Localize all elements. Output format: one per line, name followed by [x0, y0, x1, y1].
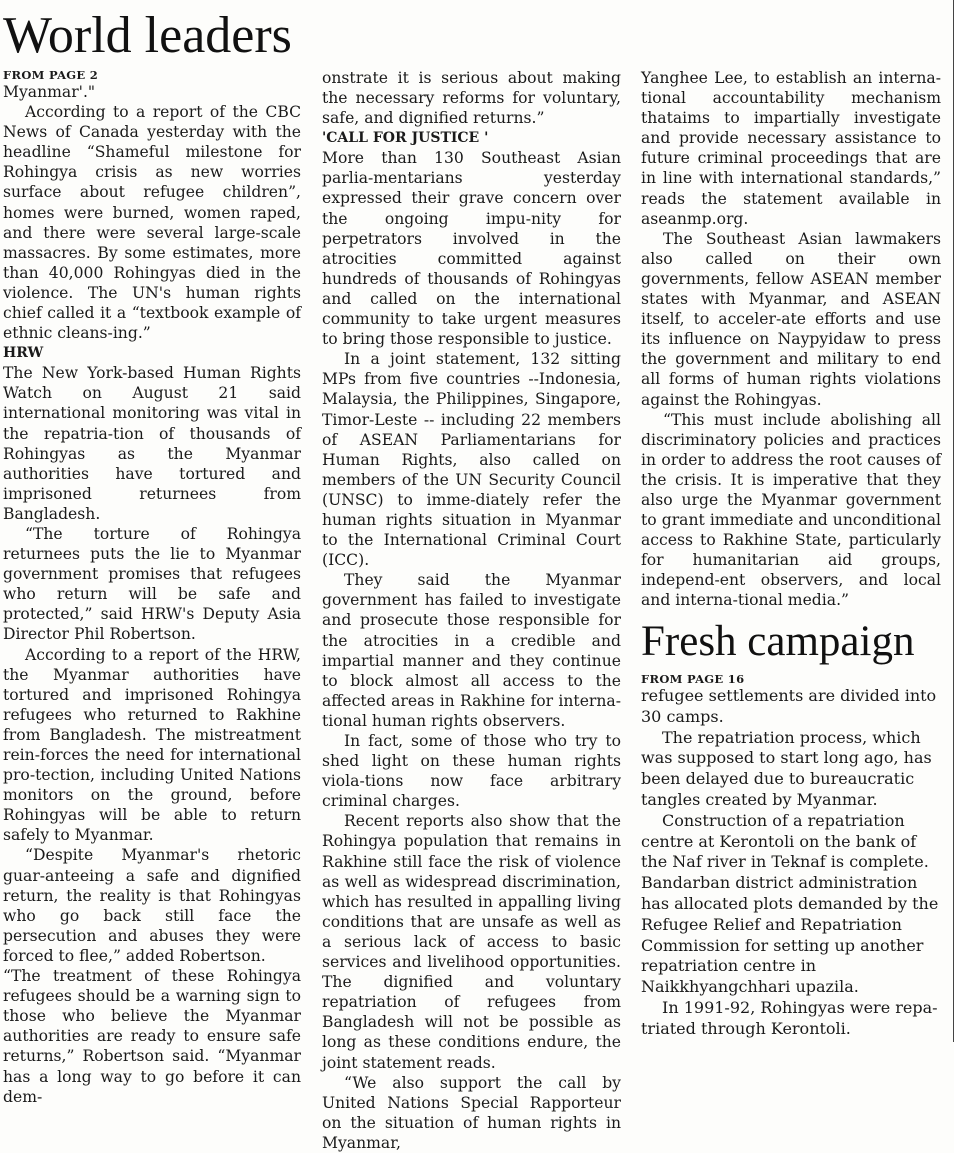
article2-column	[641, 672, 941, 1040]
paragraph: According to a report of the CBC News of Canada yesterday with the headline “Shameful milestone for Rohingya crisis as new worries surface about refugee children”, homes were burned, women raped, and there were several large-scale massacres. By some estimates, more than 40,000 Rohingyas died in the violence. The UN's human rights chief called it a “textbook example of ethnic cleans-ing.”	[3, 103, 301, 343]
paragraph: According to a report of the HRW, the Myanmar authorities have tortured and imprisoned Rohingya refugees who returned to Rakhine from Bangladesh. The mistreatment rein-forces the need for international pro-tection, including United Nations monitors on the ground, before Rohingyas will be able to return safely to Myanmar.	[3, 645, 301, 845]
from-page-label: FROM PAGE 16	[641, 672, 745, 686]
paragraph: Construction of a repatriation centre at Kerontoli on the bank of the Naf river in Teknaf is complete.	[641, 810, 929, 872]
from-page-label: FROM PAGE 2	[3, 68, 99, 82]
paragraph: Myanmar'."	[3, 83, 96, 101]
paragraph: onstrate it is serious about making the necessary reforms for voluntary, safe, and dignified returns.”	[322, 69, 621, 128]
paragraph: “The torture of Rohingya returnees puts the lie to Myanmar government promises that refugees who return will be safe and protected,” said HRW's Deputy Asia Director Phil Robertson.	[3, 524, 301, 644]
paragraph: More than 130 Southeast Asian parlia-mentarians yesterday expressed their grave concern over the ongoing impu-nity for perpetrators involved in the atrocities committed against hundreds of thousands of Rohingyas and called on the international community to take urgent measures to bring those responsible to justice.	[322, 149, 621, 349]
subhead-call-for-justice: 'CALL FOR JUSTICE '	[322, 130, 489, 147]
headline-world-leaders: World leaders	[3, 7, 292, 64]
paragraph: The New York-based Human Rights Watch on August 21 said international monitoring was vital in the repatria-tion of thousands of Rohingyas as the Myanmar authorities have tortured and imprisoned returnees from Bangladesh.	[3, 364, 301, 523]
paragraph: refugee settlements are divided into 30 camps.	[641, 686, 937, 726]
paragraph: They said the Myanmar government has failed to investigate and prosecute those responsible for the atrocities in a credible and impartial manner and they continue to block almost all access to the affected areas in Rakhine for interna-tional human rights observers.	[322, 571, 621, 730]
headline-fresh-campaign: Fresh campaign	[641, 618, 915, 665]
subhead-hrw: HRW	[3, 345, 44, 362]
paragraph: The Southeast Asian lawmakers also called on their own governments, fellow ASEAN member states with Myanmar, and ASEAN itself, to acceler-ate efforts and use its influence on Naypyidaw to press the government and military to end all forms of human rights violations against the Rohingyas.	[641, 229, 941, 409]
paragraph: In 1991-92, Rohingyas were repa-triated through Kerontoli.	[641, 997, 938, 1038]
paragraph: “We also support the call by United Nations Special Rapporteur on the situation of human rights in Myanmar,	[322, 1073, 621, 1152]
paragraph: “This must include abolishing all discriminatory policies and practices in order to address the root causes of the crisis. It is imperative that they also urge the Myanmar government to grant immediate and unconditional access to Rakhine State, particularly for humanitarian aid groups, independ-ent observers, and local and interna-tional media.”	[641, 410, 941, 610]
paragraph: Yanghee Lee, to establish an interna-tional accountability mechanism thataims to impartially investigate and provide necessary assistance to future criminal proceedings that are in line with international standards,” reads the statement available in aseanmp.org.	[641, 69, 941, 228]
paragraph: Recent reports also show that the Rohingya population that remains in Rakhine still face the risk of violence as well as widespread discrimination, which has resulted in appalling living conditions that are unsafe as well as a serious lack of access to basic services and livelihood opportunities. The dignified and voluntary repatriation of refugees from Bangladesh will not be possible as long as these conditions endure, the joint statement reads.	[322, 812, 621, 1072]
article1-column-1	[3, 68, 301, 1107]
paragraph: “Despite Myanmar's rhetoric guar-anteeing a safe and dignified return, the reality is that Rohingyas who go back still face the persecution and abuses they were forced to flee,” added Robertson.	[3, 846, 301, 965]
paragraph: In a joint statement, 132 sitting MPs from five countries --Indonesia, Malaysia, the Philippines, Singapore, Timor-Leste -- including 22 members of ASEAN Parliamentarians for Human Rights, also called on members of the UN Security Council (UNSC) to imme-diately refer the human rights situation in Myanmar to the International Criminal Court (ICC).	[322, 350, 621, 570]
article1-column-3	[641, 68, 941, 611]
paragraph: In fact, some of those who try to shed light on these human rights viola-tions now face arbitrary criminal charges.	[322, 732, 621, 811]
paragraph: “The treatment of these Rohingya refugees should be a warning sign to those who believe the Myanmar authorities are ready to ensure safe returns,” Robertson said. “Myanmar has a long way to go before it can dem-	[3, 967, 301, 1106]
paragraph: Bandarban district administration has allocated plots demanded by the Refugee Relief and Repatriation Commission for setting up another repatriation centre in Naikkhyangchhari upazila.	[641, 873, 939, 997]
paragraph: The repatriation process, which was supposed to start long ago, has been delayed due to bureaucratic tangles created by Myanmar.	[641, 727, 932, 809]
article1-column-2	[322, 68, 621, 1153]
